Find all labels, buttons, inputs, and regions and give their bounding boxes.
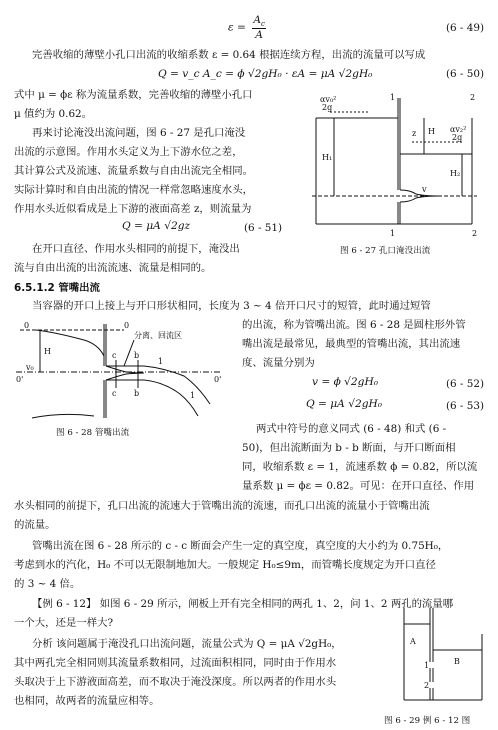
svg-text:v₀: v₀: [26, 363, 34, 372]
svg-text:1: 1: [390, 229, 396, 238]
svg-text:αv₀²: αv₀²: [320, 95, 337, 104]
paragraph-text: 当容器的开口上接上与开口形状相同，长度为 3 ~ 4 倍开口尺寸的短管，此时通过短管: [32, 300, 431, 312]
svg-text:A: A: [410, 637, 416, 646]
figure-6-27-submerged-orifice: [312, 92, 482, 240]
svg-text:0: 0: [24, 321, 30, 330]
svg-text:H: H: [44, 347, 51, 356]
figure-6-29-gate-orifices: [400, 604, 486, 706]
eq-6-49-number: (6 - 49): [445, 22, 484, 34]
text-line: 在开口直径、作用水头相同的前提下，淹没出: [32, 243, 240, 255]
equation-6-51: Q = μA √2gz: [122, 220, 191, 232]
svg-text:H: H: [428, 127, 435, 136]
svg-text:1: 1: [158, 357, 164, 366]
svg-text:z: z: [412, 129, 417, 138]
svg-text:0: 0: [124, 321, 130, 330]
section-heading: 6.5.1.2 管嘴出流: [14, 282, 100, 294]
svg-text:0': 0': [214, 375, 222, 384]
paragraph-text: 完善收缩的薄壁小孔口出流的收缩系数 ε = 0.64 根据连续方程，出流的流量可以写成: [32, 49, 426, 61]
svg-text:H₁: H₁: [322, 153, 333, 162]
svg-text:2: 2: [470, 93, 476, 102]
figure-6-29-caption: 图 6 - 29 例 6 - 12 图: [384, 716, 471, 726]
equation-6-53: Q = μA √2gH₀: [306, 398, 382, 410]
eq-6-50-number: (6 - 50): [445, 68, 484, 80]
figure-6-28-caption: 图 6 - 28 管嘴出流: [56, 428, 130, 438]
svg-text:c: c: [112, 351, 117, 360]
svg-text:αv₂²: αv₂²: [450, 125, 467, 134]
svg-text:b: b: [134, 389, 140, 398]
svg-text:2: 2: [472, 229, 478, 238]
svg-text:v: v: [422, 185, 427, 194]
equation-6-50: Q = v_c A_c = ϕ √2gH₀ · εA = μA √2gH₀: [158, 68, 373, 80]
svg-text:1: 1: [190, 391, 196, 400]
svg-text:2g: 2g: [322, 103, 333, 112]
svg-text:B: B: [454, 657, 460, 666]
svg-text:1: 1: [390, 93, 396, 102]
text-line: 流与自由出流的出流流速、流量是相同的。: [14, 262, 212, 274]
svg-text:H₂: H₂: [450, 169, 461, 178]
svg-text:0': 0': [16, 375, 24, 384]
figure-6-28-nozzle-outflow: [14, 314, 229, 424]
svg-text:分离、回流区: 分离、回流区: [134, 331, 182, 340]
svg-text:2g: 2g: [452, 133, 463, 142]
svg-text:b: b: [134, 351, 140, 360]
equation-6-52: v = ϕ √2gH₀: [312, 376, 378, 388]
eq-6-53-number: (6 - 53): [445, 400, 484, 412]
svg-text:1: 1: [424, 661, 430, 670]
figure-6-27-caption: 图 6 - 27 孔口淹没出流: [340, 246, 431, 256]
eq-6-49-lhs: ε =: [228, 21, 246, 34]
svg-text:c: c: [112, 389, 117, 398]
eq-6-51-number: (6 - 51): [244, 222, 283, 234]
equation-6-49: ε = $\frac{A_c}{A}$: [228, 14, 265, 42]
svg-text:2: 2: [424, 681, 430, 690]
eq-6-52-number: (6 - 52): [445, 378, 484, 390]
